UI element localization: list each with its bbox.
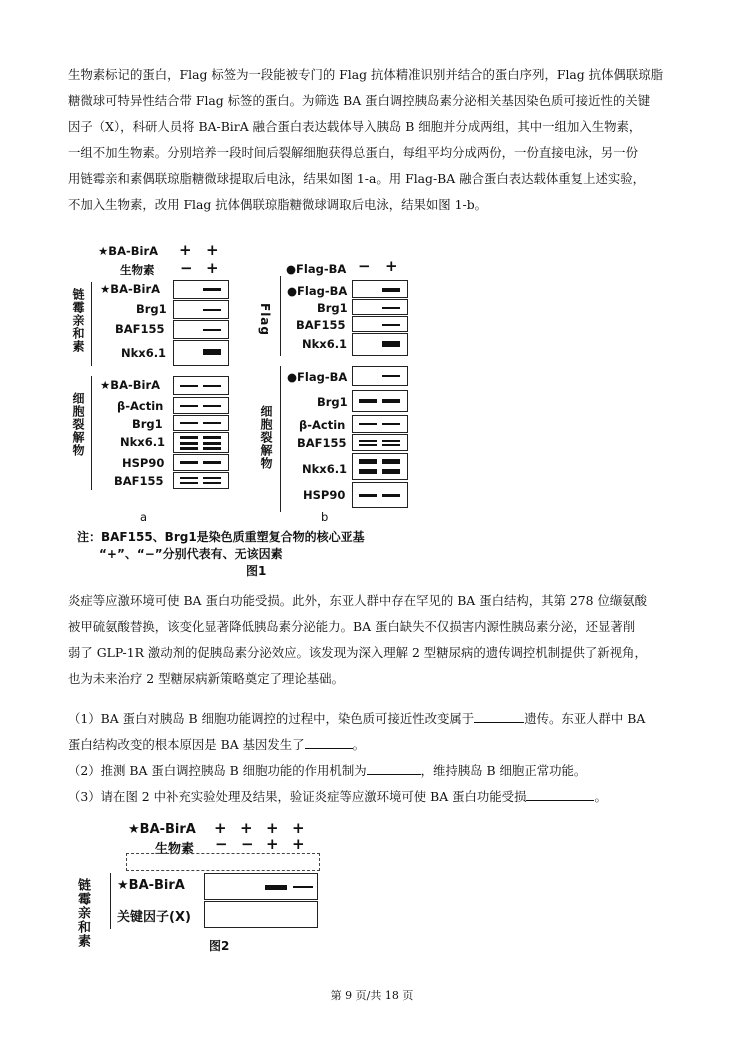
row-label: BAF155	[115, 322, 165, 336]
row-label: Nkx6.1	[120, 435, 166, 449]
question-3-text: （3）请在图 2 中补充实验处理及结果，验证炎症等应激环境可使 BA 蛋白功能受损	[68, 789, 527, 804]
row-label: Brg1	[136, 302, 167, 316]
blot-box	[173, 432, 229, 453]
fig2-group-label: 链霉亲和素	[75, 878, 90, 948]
blot-box	[352, 366, 408, 386]
blot-box	[173, 415, 229, 431]
row-label: β-Actin	[117, 399, 164, 413]
text-line: 一组不加生物素。分别培养一段时间后裂解细胞获得总蛋白，每组平均分成两份，一份直接电泳，另一份	[68, 145, 638, 160]
row-label: HSP90	[122, 456, 165, 470]
blot-box	[352, 333, 408, 356]
question-1-text: （1）BA 蛋白对胰岛 B 细胞功能调控的过程中，染色质可接近性改变属于	[68, 711, 475, 726]
row-label: β-Actin	[299, 418, 346, 432]
figure-note-1: 注：BAF155、Brg1是染色质重塑复合物的核心亚基	[77, 530, 365, 544]
blot-box	[204, 873, 318, 900]
sign: +	[240, 819, 253, 837]
row-label: Brg1	[132, 417, 163, 431]
answer-blank-1[interactable]	[474, 710, 524, 723]
text-line: 弱了 GLP-1R 激动剂的促胰岛素分泌效应。该发现为深入理解 2 型糖尿病的遗传调控机制提供了新视角，	[68, 645, 647, 660]
blot-box	[352, 299, 408, 315]
period: 。	[594, 789, 607, 804]
sign: +	[179, 241, 192, 259]
panel-a-group2-label: 细胞裂解物	[71, 392, 85, 457]
row-label: Brg1	[317, 395, 348, 409]
question-2-line	[68, 758, 680, 784]
panel-a-group1-label: 链霉亲和素	[71, 288, 85, 353]
panel-a-caption: a	[140, 510, 148, 524]
row-label: ★BA-BirA	[117, 878, 185, 893]
figure-note-2: “+”、“−”分别代表有、无该因素	[99, 547, 283, 561]
fill-in-treatment-box[interactable]	[126, 853, 320, 871]
row-label: ★BA-BirA	[100, 378, 161, 392]
blot-box	[352, 482, 408, 508]
group-bracket	[280, 366, 281, 512]
panel-b-group2-label: 细胞裂解物	[259, 405, 273, 470]
question-1-text-cont: 遗传。东亚人群中 BA	[524, 711, 646, 726]
row-label: HSP90	[303, 488, 346, 502]
group-bracket	[91, 282, 92, 366]
panel-b-header-flag-ba: ●Flag-BA	[286, 262, 347, 276]
group-bracket	[91, 376, 92, 490]
row-label: Nkx6.1	[121, 346, 167, 360]
row-label: 关键因子(X)	[117, 910, 191, 925]
row-label: ●Flag-BA	[287, 370, 348, 384]
row-label: Brg1	[317, 301, 348, 315]
answer-blank-2[interactable]	[305, 736, 353, 749]
blot-box	[173, 340, 229, 366]
row-label: Nkx6.1	[302, 462, 348, 476]
questions	[68, 706, 680, 810]
blot-box	[352, 415, 408, 433]
sign: +	[206, 259, 219, 277]
sign: +	[385, 257, 398, 275]
panel-a-header-biotin: 生物素	[120, 263, 155, 277]
row-label: Nkx6.1	[302, 337, 348, 351]
text-line: 用链霉亲和素偶联琼脂糖微球提取后电泳，结果如图 1-a。用 Flag-BA 融合蛋白表达载体重复上述实验，	[68, 171, 646, 186]
sign: +	[266, 835, 279, 853]
sign: −	[215, 835, 228, 853]
text-line: 生物素标记的蛋白，Flag 标签为一段能被专门的 Flag 抗体精准识别并结合的蛋白序列，Flag 抗体偶联琼脂	[68, 67, 664, 82]
group-bracket	[280, 276, 281, 356]
question-1-text-2: 蛋白结构改变的根本原因是 BA 基因发生了	[68, 737, 305, 752]
blot-box	[352, 453, 408, 480]
blot-box	[352, 390, 408, 412]
blot-box	[352, 280, 408, 298]
group-bracket	[110, 873, 111, 929]
fig2-header-ba-birA: ★BA-BirA	[128, 822, 196, 837]
text-line: 被甲硫氨酸替换，该变化显著降低胰岛素分泌能力。BA 蛋白缺失不仅损害内源性胰岛素分泌，还显著削	[68, 619, 636, 634]
sign: +	[206, 241, 219, 259]
blot-box	[173, 454, 229, 471]
text-line: 也为未来治疗 2 型糖尿病新策略奠定了理论基础。	[68, 671, 344, 686]
question-1-line-1	[68, 706, 680, 732]
blot-box-empty[interactable]	[204, 901, 318, 928]
sign: +	[292, 835, 305, 853]
text-line: 因子（X），科研人员将 BA-BirA 融合蛋白表达载体导入胰岛 B 细胞并分成两组，其中一组加入生物素，	[68, 119, 642, 134]
figure-1-title: 图1	[246, 564, 267, 578]
period: 。	[352, 737, 365, 752]
text-line: 糖微球可特异性结合带 Flag 标签的蛋白。为筛选 BA 蛋白调控胰岛素分泌相关基因染色质可接近性的关键	[68, 93, 651, 108]
row-label: BAF155	[114, 474, 164, 488]
figure-2-title: 图2	[209, 939, 230, 953]
sign: −	[358, 257, 371, 275]
blot-box	[173, 376, 229, 395]
panel-b-caption: b	[321, 510, 329, 524]
question-2-text-cont: ，维持胰岛 B 细胞正常功能。	[420, 763, 587, 778]
text-line: 不加入生物素，改用 Flag 抗体偶联琼脂糖微球调取后电泳，结果如图 1-b。	[68, 197, 488, 212]
question-3-line	[68, 784, 680, 810]
row-label: ●Flag-BA	[287, 284, 348, 298]
panel-a-header-ba-birA: ★BA-BirA	[98, 244, 159, 258]
sign: +	[214, 819, 227, 837]
answer-blank-4[interactable]	[526, 788, 594, 801]
blot-box	[352, 316, 408, 332]
sign: +	[292, 819, 305, 837]
page-footer: 第 9 页/共 18 页	[330, 989, 414, 1002]
context-paragraph	[68, 588, 680, 692]
row-label: BAF155	[296, 318, 346, 332]
sign: +	[266, 819, 279, 837]
blot-box	[173, 397, 229, 414]
question-1-line-2	[68, 732, 680, 758]
blot-box	[173, 300, 229, 319]
row-label: BAF155	[297, 436, 347, 450]
blot-box	[352, 434, 408, 451]
blot-box	[173, 320, 229, 339]
panel-b-group1-label: Flag	[258, 303, 272, 336]
row-label: ★BA-BirA	[100, 282, 161, 296]
sign: −	[241, 835, 254, 853]
blot-box	[173, 280, 229, 299]
text-line: 炎症等应激环境可使 BA 蛋白功能受损。此外，东亚人群中存在罕见的 BA 蛋白结构，其第 278 位缬氨酸	[68, 593, 648, 608]
fig2-header-biotin: 生物素	[155, 842, 195, 857]
question-2-text: （2）推测 BA 蛋白调控胰岛 B 细胞功能的作用机制为	[68, 763, 367, 778]
answer-blank-3[interactable]	[367, 762, 421, 775]
blot-box	[173, 472, 229, 489]
sign: −	[180, 259, 193, 277]
